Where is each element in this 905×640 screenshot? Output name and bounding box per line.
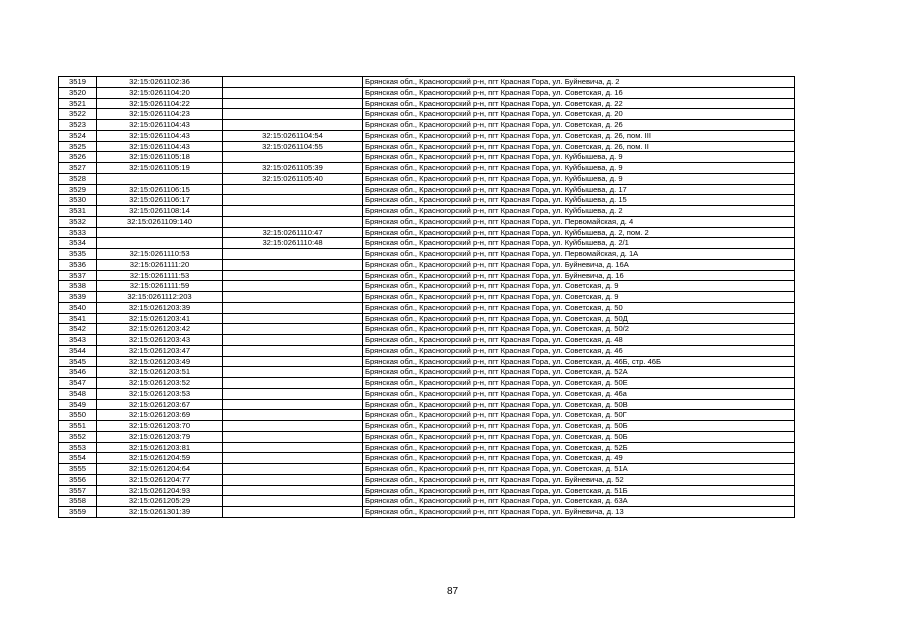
table-row [59,485,795,496]
premises-cadastral-number-cell: 32:15:0261104:55 [223,141,363,152]
address-cell: Брянская обл., Красногорский р-н, пгт Красная Гора, ул. Советская, д. 50Е [363,378,795,389]
address-cell: Брянская обл., Красногорский р-н, пгт Красная Гора, ул. Советская, д. 49 [363,453,795,464]
premises-cadastral-number-cell [223,152,363,163]
address-cell: Брянская обл., Красногорский р-н, пгт Красная Гора, ул. Советская, д. 46 [363,345,795,356]
premises-cadastral-number-cell [223,270,363,281]
premises-cadastral-number-cell [223,120,363,131]
row-number-cell: 3542 [59,324,97,335]
cadastral-number-cell: 32:15:0261104:43 [97,130,223,141]
address-cell: Брянская обл., Красногорский р-н, пгт Красная Гора, ул. Советская, д. 63А [363,496,795,507]
premises-cadastral-number-cell [223,216,363,227]
address-cell: Брянская обл., Красногорский р-н, пгт Красная Гора, ул. Советская, д. 50Г [363,410,795,421]
cadastral-number-cell: 32:15:0261104:43 [97,120,223,131]
table-row [59,163,795,174]
address-cell: Брянская обл., Красногорский р-н, пгт Красная Гора, ул. Буйневича, д. 16 [363,270,795,281]
row-number-cell: 3545 [59,356,97,367]
address-cell: Брянская обл., Красногорский р-н, пгт Красная Гора, ул. Куйбышева, д. 9 [363,152,795,163]
table-row [59,141,795,152]
address-cell: Брянская обл., Красногорский р-н, пгт Красная Гора, ул. Куйбышева, д. 9 [363,163,795,174]
table-row [59,453,795,464]
premises-cadastral-number-cell: 32:15:0261110:47 [223,227,363,238]
address-cell: Брянская обл., Красногорский р-н, пгт Красная Гора, ул. Советская, д. 9 [363,281,795,292]
cadastral-number-cell: 32:15:0261203:70 [97,421,223,432]
premises-cadastral-number-cell [223,313,363,324]
cadastral-number-cell: 32:15:0261205:29 [97,496,223,507]
table-row [59,238,795,249]
table-row [59,421,795,432]
cadastral-number-cell: 32:15:0261203:39 [97,302,223,313]
premises-cadastral-number-cell [223,410,363,421]
address-cell: Брянская обл., Красногорский р-н, пгт Красная Гора, ул. Советская, д. 51А [363,464,795,475]
table-row [59,195,795,206]
table-row [59,464,795,475]
cadastral-number-cell: 32:15:0261106:17 [97,195,223,206]
cadastral-number-cell: 32:15:0261104:20 [97,87,223,98]
row-number-cell: 3533 [59,227,97,238]
row-number-cell: 3537 [59,270,97,281]
address-cell: Брянская обл., Красногорский р-н, пгт Красная Гора, ул. Советская, д. 50 [363,302,795,313]
table-row [59,184,795,195]
address-cell: Брянская обл., Красногорский р-н, пгт Красная Гора, ул. Первомайская, д. 1А [363,249,795,260]
row-number-cell: 3559 [59,507,97,518]
table-row [59,507,795,518]
premises-cadastral-number-cell [223,431,363,442]
cadastral-number-cell: 32:15:0261110:53 [97,249,223,260]
premises-cadastral-number-cell [223,206,363,217]
premises-cadastral-number-cell: 32:15:0261105:39 [223,163,363,174]
row-number-cell: 3547 [59,378,97,389]
table-row [59,292,795,303]
table-row [59,77,795,88]
cadastral-number-cell: 32:15:0261203:49 [97,356,223,367]
row-number-cell: 3525 [59,141,97,152]
premises-cadastral-number-cell [223,195,363,206]
cadastral-number-cell: 32:15:0261203:81 [97,442,223,453]
row-number-cell: 3522 [59,109,97,120]
table-row [59,442,795,453]
address-cell: Брянская обл., Красногорский р-н, пгт Красная Гора, ул. Советская, д. 9 [363,292,795,303]
table-row [59,120,795,131]
premises-cadastral-number-cell [223,507,363,518]
row-number-cell: 3535 [59,249,97,260]
row-number-cell: 3534 [59,238,97,249]
table-row [59,216,795,227]
cadastral-number-cell: 32:15:0261102:36 [97,77,223,88]
cadastral-number-cell: 32:15:0261111:53 [97,270,223,281]
premises-cadastral-number-cell [223,442,363,453]
premises-cadastral-number-cell [223,281,363,292]
address-cell: Брянская обл., Красногорский р-н, пгт Красная Гора, ул. Советская, д. 50Б [363,431,795,442]
cadastral-number-cell: 32:15:0261203:41 [97,313,223,324]
address-cell: Брянская обл., Красногорский р-н, пгт Красная Гора, ул. Буйневича, д. 2 [363,77,795,88]
cadastral-number-cell: 32:15:0261203:67 [97,399,223,410]
address-cell: Брянская обл., Красногорский р-н, пгт Красная Гора, ул. Первомайская, д. 4 [363,216,795,227]
row-number-cell: 3532 [59,216,97,227]
row-number-cell: 3528 [59,173,97,184]
table-row [59,152,795,163]
premises-cadastral-number-cell [223,109,363,120]
row-number-cell: 3544 [59,345,97,356]
cadastral-number-cell: 32:15:0261104:22 [97,98,223,109]
address-cell: Брянская обл., Красногорский р-н, пгт Красная Гора, ул. Советская, д. 26 [363,120,795,131]
table-row [59,378,795,389]
address-cell: Брянская обл., Красногорский р-н, пгт Красная Гора, ул. Буйневича, д. 52 [363,474,795,485]
address-cell: Брянская обл., Красногорский р-н, пгт Красная Гора, ул. Советская, д. 46Б, стр. 46Б [363,356,795,367]
address-cell: Брянская обл., Красногорский р-н, пгт Красная Гора, ул. Советская, д. 50/2 [363,324,795,335]
row-number-cell: 3524 [59,130,97,141]
table-row [59,227,795,238]
row-number-cell: 3530 [59,195,97,206]
cadastral-number-cell: 32:15:0261105:19 [97,163,223,174]
row-number-cell: 3550 [59,410,97,421]
cadastral-number-cell: 32:15:0261203:47 [97,345,223,356]
premises-cadastral-number-cell [223,184,363,195]
premises-cadastral-number-cell [223,77,363,88]
table-row [59,313,795,324]
row-number-cell: 3552 [59,431,97,442]
premises-cadastral-number-cell [223,98,363,109]
row-number-cell: 3523 [59,120,97,131]
row-number-cell: 3554 [59,453,97,464]
address-cell: Брянская обл., Красногорский р-н, пгт Красная Гора, ул. Куйбышева, д. 2 [363,206,795,217]
table-row [59,399,795,410]
table-row [59,335,795,346]
table-row [59,410,795,421]
table-row [59,345,795,356]
table-row [59,324,795,335]
cadastral-number-cell: 32:15:0261112:203 [97,292,223,303]
cadastral-number-cell: 32:15:0261203:52 [97,378,223,389]
address-cell: Брянская обл., Красногорский р-н, пгт Красная Гора, ул. Советская, д. 16 [363,87,795,98]
row-number-cell: 3540 [59,302,97,313]
row-number-cell: 3521 [59,98,97,109]
cadastral-number-cell: 32:15:0261203:42 [97,324,223,335]
cadastral-number-cell [97,227,223,238]
cadastral-number-cell: 32:15:0261104:43 [97,141,223,152]
table-row [59,249,795,260]
table-row [59,130,795,141]
premises-cadastral-number-cell [223,356,363,367]
table-row [59,98,795,109]
premises-cadastral-number-cell [223,421,363,432]
row-number-cell: 3539 [59,292,97,303]
address-cell: Брянская обл., Красногорский р-н, пгт Красная Гора, ул. Куйбышева, д. 9 [363,173,795,184]
address-cell: Брянская обл., Красногорский р-н, пгт Красная Гора, ул. Советская, д. 50Д [363,313,795,324]
cadastral-number-cell: 32:15:0261111:20 [97,259,223,270]
premises-cadastral-number-cell [223,345,363,356]
address-register-table [58,76,795,518]
table-row [59,474,795,485]
table-row [59,87,795,98]
table-row [59,259,795,270]
cadastral-number-cell: 32:15:0261301:39 [97,507,223,518]
cadastral-number-cell [97,173,223,184]
table-row [59,270,795,281]
address-cell: Брянская обл., Красногорский р-н, пгт Красная Гора, ул. Советская, д. 51Б [363,485,795,496]
table-body [59,77,795,518]
row-number-cell: 3538 [59,281,97,292]
row-number-cell: 3548 [59,388,97,399]
address-cell: Брянская обл., Красногорский р-н, пгт Красная Гора, ул. Советская, д. 50В [363,399,795,410]
row-number-cell: 3531 [59,206,97,217]
row-number-cell: 3549 [59,399,97,410]
address-cell: Брянская обл., Красногорский р-н, пгт Красная Гора, ул. Советская, д. 50Б [363,421,795,432]
address-cell: Брянская обл., Красногорский р-н, пгт Красная Гора, ул. Куйбышева, д. 15 [363,195,795,206]
premises-cadastral-number-cell [223,378,363,389]
page-number: 87 [446,586,459,597]
address-cell: Брянская обл., Красногорский р-н, пгт Красная Гора, ул. Советская, д. 26, пом. III [363,130,795,141]
table-row [59,388,795,399]
cadastral-number-cell: 32:15:0261204:93 [97,485,223,496]
cadastral-number-cell: 32:15:0261203:53 [97,388,223,399]
premises-cadastral-number-cell [223,249,363,260]
table-row [59,367,795,378]
premises-cadastral-number-cell [223,485,363,496]
address-cell: Брянская обл., Красногорский р-н, пгт Красная Гора, ул. Советская, д. 20 [363,109,795,120]
row-number-cell: 3555 [59,464,97,475]
row-number-cell: 3551 [59,421,97,432]
row-number-cell: 3529 [59,184,97,195]
address-cell: Брянская обл., Красногорский р-н, пгт Красная Гора, ул. Буйневича, д. 13 [363,507,795,518]
premises-cadastral-number-cell [223,302,363,313]
premises-cadastral-number-cell [223,496,363,507]
row-number-cell: 3520 [59,87,97,98]
premises-cadastral-number-cell: 32:15:0261104:54 [223,130,363,141]
table-row [59,496,795,507]
table-row [59,173,795,184]
premises-cadastral-number-cell [223,399,363,410]
cadastral-number-cell: 32:15:0261203:69 [97,410,223,421]
cadastral-number-cell: 32:15:0261203:43 [97,335,223,346]
cadastral-number-cell: 32:15:0261105:18 [97,152,223,163]
row-number-cell: 3546 [59,367,97,378]
premises-cadastral-number-cell [223,367,363,378]
row-number-cell: 3541 [59,313,97,324]
premises-cadastral-number-cell [223,259,363,270]
row-number-cell: 3543 [59,335,97,346]
address-cell: Брянская обл., Красногорский р-н, пгт Красная Гора, ул. Советская, д. 48 [363,335,795,346]
cadastral-number-cell: 32:15:0261109:140 [97,216,223,227]
cadastral-number-cell [97,238,223,249]
address-cell: Брянская обл., Красногорский р-н, пгт Красная Гора, ул. Буйневича, д. 16А [363,259,795,270]
table-row [59,356,795,367]
row-number-cell: 3557 [59,485,97,496]
premises-cadastral-number-cell [223,335,363,346]
row-number-cell: 3519 [59,77,97,88]
table-row [59,109,795,120]
row-number-cell: 3558 [59,496,97,507]
address-cell: Брянская обл., Красногорский р-н, пгт Красная Гора, ул. Советская, д. 52А [363,367,795,378]
address-cell: Брянская обл., Красногорский р-н, пгт Красная Гора, ул. Куйбышева, д. 17 [363,184,795,195]
address-cell: Брянская обл., Красногорский р-н, пгт Красная Гора, ул. Советская, д. 26, пом. II [363,141,795,152]
premises-cadastral-number-cell [223,388,363,399]
cadastral-number-cell: 32:15:0261203:51 [97,367,223,378]
row-number-cell: 3527 [59,163,97,174]
premises-cadastral-number-cell [223,87,363,98]
table-row [59,431,795,442]
premises-cadastral-number-cell [223,464,363,475]
cadastral-number-cell: 32:15:0261111:59 [97,281,223,292]
table-row [59,281,795,292]
cadastral-number-cell: 32:15:0261203:79 [97,431,223,442]
address-cell: Брянская обл., Красногорский р-н, пгт Красная Гора, ул. Куйбышева, д. 2, пом. 2 [363,227,795,238]
cadastral-number-cell: 32:15:0261108:14 [97,206,223,217]
premises-cadastral-number-cell: 32:15:0261110:48 [223,238,363,249]
address-cell: Брянская обл., Красногорский р-н, пгт Красная Гора, ул. Куйбышева, д. 2/1 [363,238,795,249]
cadastral-number-cell: 32:15:0261104:23 [97,109,223,120]
premises-cadastral-number-cell [223,474,363,485]
address-cell: Брянская обл., Красногорский р-н, пгт Красная Гора, ул. Советская, д. 22 [363,98,795,109]
premises-cadastral-number-cell [223,324,363,335]
premises-cadastral-number-cell: 32:15:0261105:40 [223,173,363,184]
table-row [59,206,795,217]
address-cell: Брянская обл., Красногорский р-н, пгт Красная Гора, ул. Советская, д. 46а [363,388,795,399]
cadastral-number-cell: 32:15:0261204:77 [97,474,223,485]
address-cell: Брянская обл., Красногорский р-н, пгт Красная Гора, ул. Советская, д. 52Б [363,442,795,453]
premises-cadastral-number-cell [223,453,363,464]
row-number-cell: 3526 [59,152,97,163]
row-number-cell: 3536 [59,259,97,270]
row-number-cell: 3553 [59,442,97,453]
premises-cadastral-number-cell [223,292,363,303]
cadastral-number-cell: 32:15:0261204:59 [97,453,223,464]
row-number-cell: 3556 [59,474,97,485]
cadastral-number-cell: 32:15:0261106:15 [97,184,223,195]
cadastral-number-cell: 32:15:0261204:64 [97,464,223,475]
table-row [59,302,795,313]
